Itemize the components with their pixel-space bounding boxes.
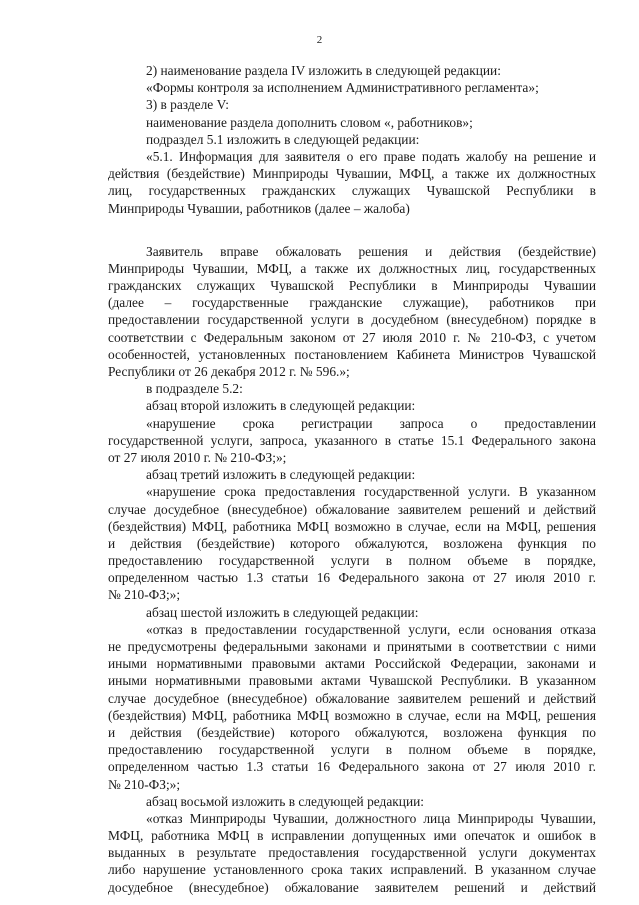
text-line: предоставлению государственной услуги в полном объеме в порядке, [108, 553, 596, 569]
text-line: предоставлению государственной услуги в полном объеме в порядке, [108, 742, 596, 758]
text-line: иными нормативными правовыми актами Чувашской Республики. В указанном [108, 673, 596, 689]
paragraph-gap [108, 217, 596, 243]
text-line: № 210-ФЗ;»; [108, 776, 181, 792]
text-line: (далее – государственные гражданские служащие), работников при [108, 295, 596, 311]
text-line: подраздел 5.1 изложить в следующей редакции: [146, 131, 420, 147]
page-number: 2 [316, 34, 323, 46]
text-line: в подразделе 5.2: [146, 381, 243, 397]
text-line: «отказ Минприроды Чувашии, должностного лица Минприроды Чувашии, [146, 810, 596, 826]
text-line: абзац второй изложить в следующей редакции: [146, 398, 416, 414]
text-line: (бездействия) МФЦ, работника МФЦ возможно в случае, если на МФЦ, решения [108, 518, 596, 534]
text-line: и действия (бездействие) которого обжалуются, возложена функция по [108, 535, 596, 551]
text-line: 3) в разделе V: [146, 97, 229, 113]
text-line: государственной услуги, запроса, указанного в статье 15.1 Федерального закона [108, 432, 596, 448]
text-line: «нарушение срока регистрации запроса о предоставлении [146, 415, 596, 431]
text-line: выданных в результате предоставления государственной услуги документах [108, 845, 596, 861]
text-line: досудебное (внесудебное) обжалование заявителем решений и действий [108, 879, 596, 895]
text-line: наименование раздела дополнить словом «, работников»; [146, 114, 473, 130]
text-line: Заявитель вправе обжаловать решения и действия (бездействие) [146, 243, 596, 259]
text-line: определенном частью 1.3 статьи 16 Федерального закона от 27 июля 2010 г. [108, 759, 596, 775]
text-line: предоставлении государственной услуги в досудебном (внесудебном) порядке в [108, 312, 596, 328]
text-line: случае досудебное (внесудебное) обжалование заявителем решений и действий [108, 690, 596, 706]
text-line: Минприроды Чувашии, МФЦ, а также их должностных лиц, государственных [108, 260, 596, 276]
text-line: абзац третий изложить в следующей редакции: [146, 467, 416, 483]
text-line: (бездействия) МФЦ, работника МФЦ возможно в случае, если на МФЦ, решения [108, 707, 596, 723]
text-line: от 27 июля 2010 г. № 210-ФЗ;»; [108, 449, 287, 465]
text-line: особенностей, установленных постановлением Кабинета Министров Чувашской [108, 346, 596, 362]
text-line: № 210-ФЗ;»; [108, 587, 181, 603]
text-line: Минприроды Чувашии, работников (далее – жалоба) [108, 200, 410, 216]
text-line: и действия (бездействие) которого обжалуются, возложена функция по [108, 724, 596, 740]
text-line: «Формы контроля за исполнением Административного регламента»; [146, 80, 539, 96]
text-line: не предусмотрены федеральными законами и принятыми в соответствии с ними [108, 639, 596, 654]
document-body [108, 62, 596, 896]
text-line: абзац восьмой изложить в следующей редакции: [146, 793, 425, 809]
text-line: МФЦ, работника МФЦ в исправлении допущенных ими опечаток и ошибок в [108, 828, 596, 844]
text-line: Республики от 26 декабря 2012 г. № 596.»; [108, 364, 350, 379]
text-line: абзац шестой изложить в следующей редакции: [146, 604, 419, 620]
text-line: иными нормативными правовыми актами Российской Федерации, законами и [108, 656, 596, 672]
text-line: гражданских служащих Чувашской Республики в Минприроды Чувашии [108, 278, 596, 294]
text-line: «нарушение срока предоставления государственной услуги. В указанном [146, 484, 596, 500]
text-line: «отказ в предоставлении государственной услуги, если основания отказа [146, 621, 596, 637]
text-line: «5.1. Информация для заявителя о его праве подать жалобу на решение и [146, 148, 596, 164]
text-line: соответствии с Федеральным законом от 27 июля 2010 г. № 210-ФЗ, с учетом [108, 329, 596, 345]
text-line: лиц, государственных гражданских служащих Чувашской Республики в [108, 183, 596, 199]
text-line: определенном частью 1.3 статьи 16 Федерального закона от 27 июля 2010 г. [108, 570, 596, 586]
text-line: действия (бездействие) Минприроды Чувашии, МФЦ, а также их должностных [108, 166, 596, 182]
text-line: либо нарушение установленного срока таких исправлений. В указанном случае [108, 862, 596, 878]
text-line: случае досудебное (внесудебное) обжалование заявителем решений и действий [108, 501, 596, 517]
text-line: 2) наименование раздела IV изложить в следующей редакции: [146, 63, 501, 78]
